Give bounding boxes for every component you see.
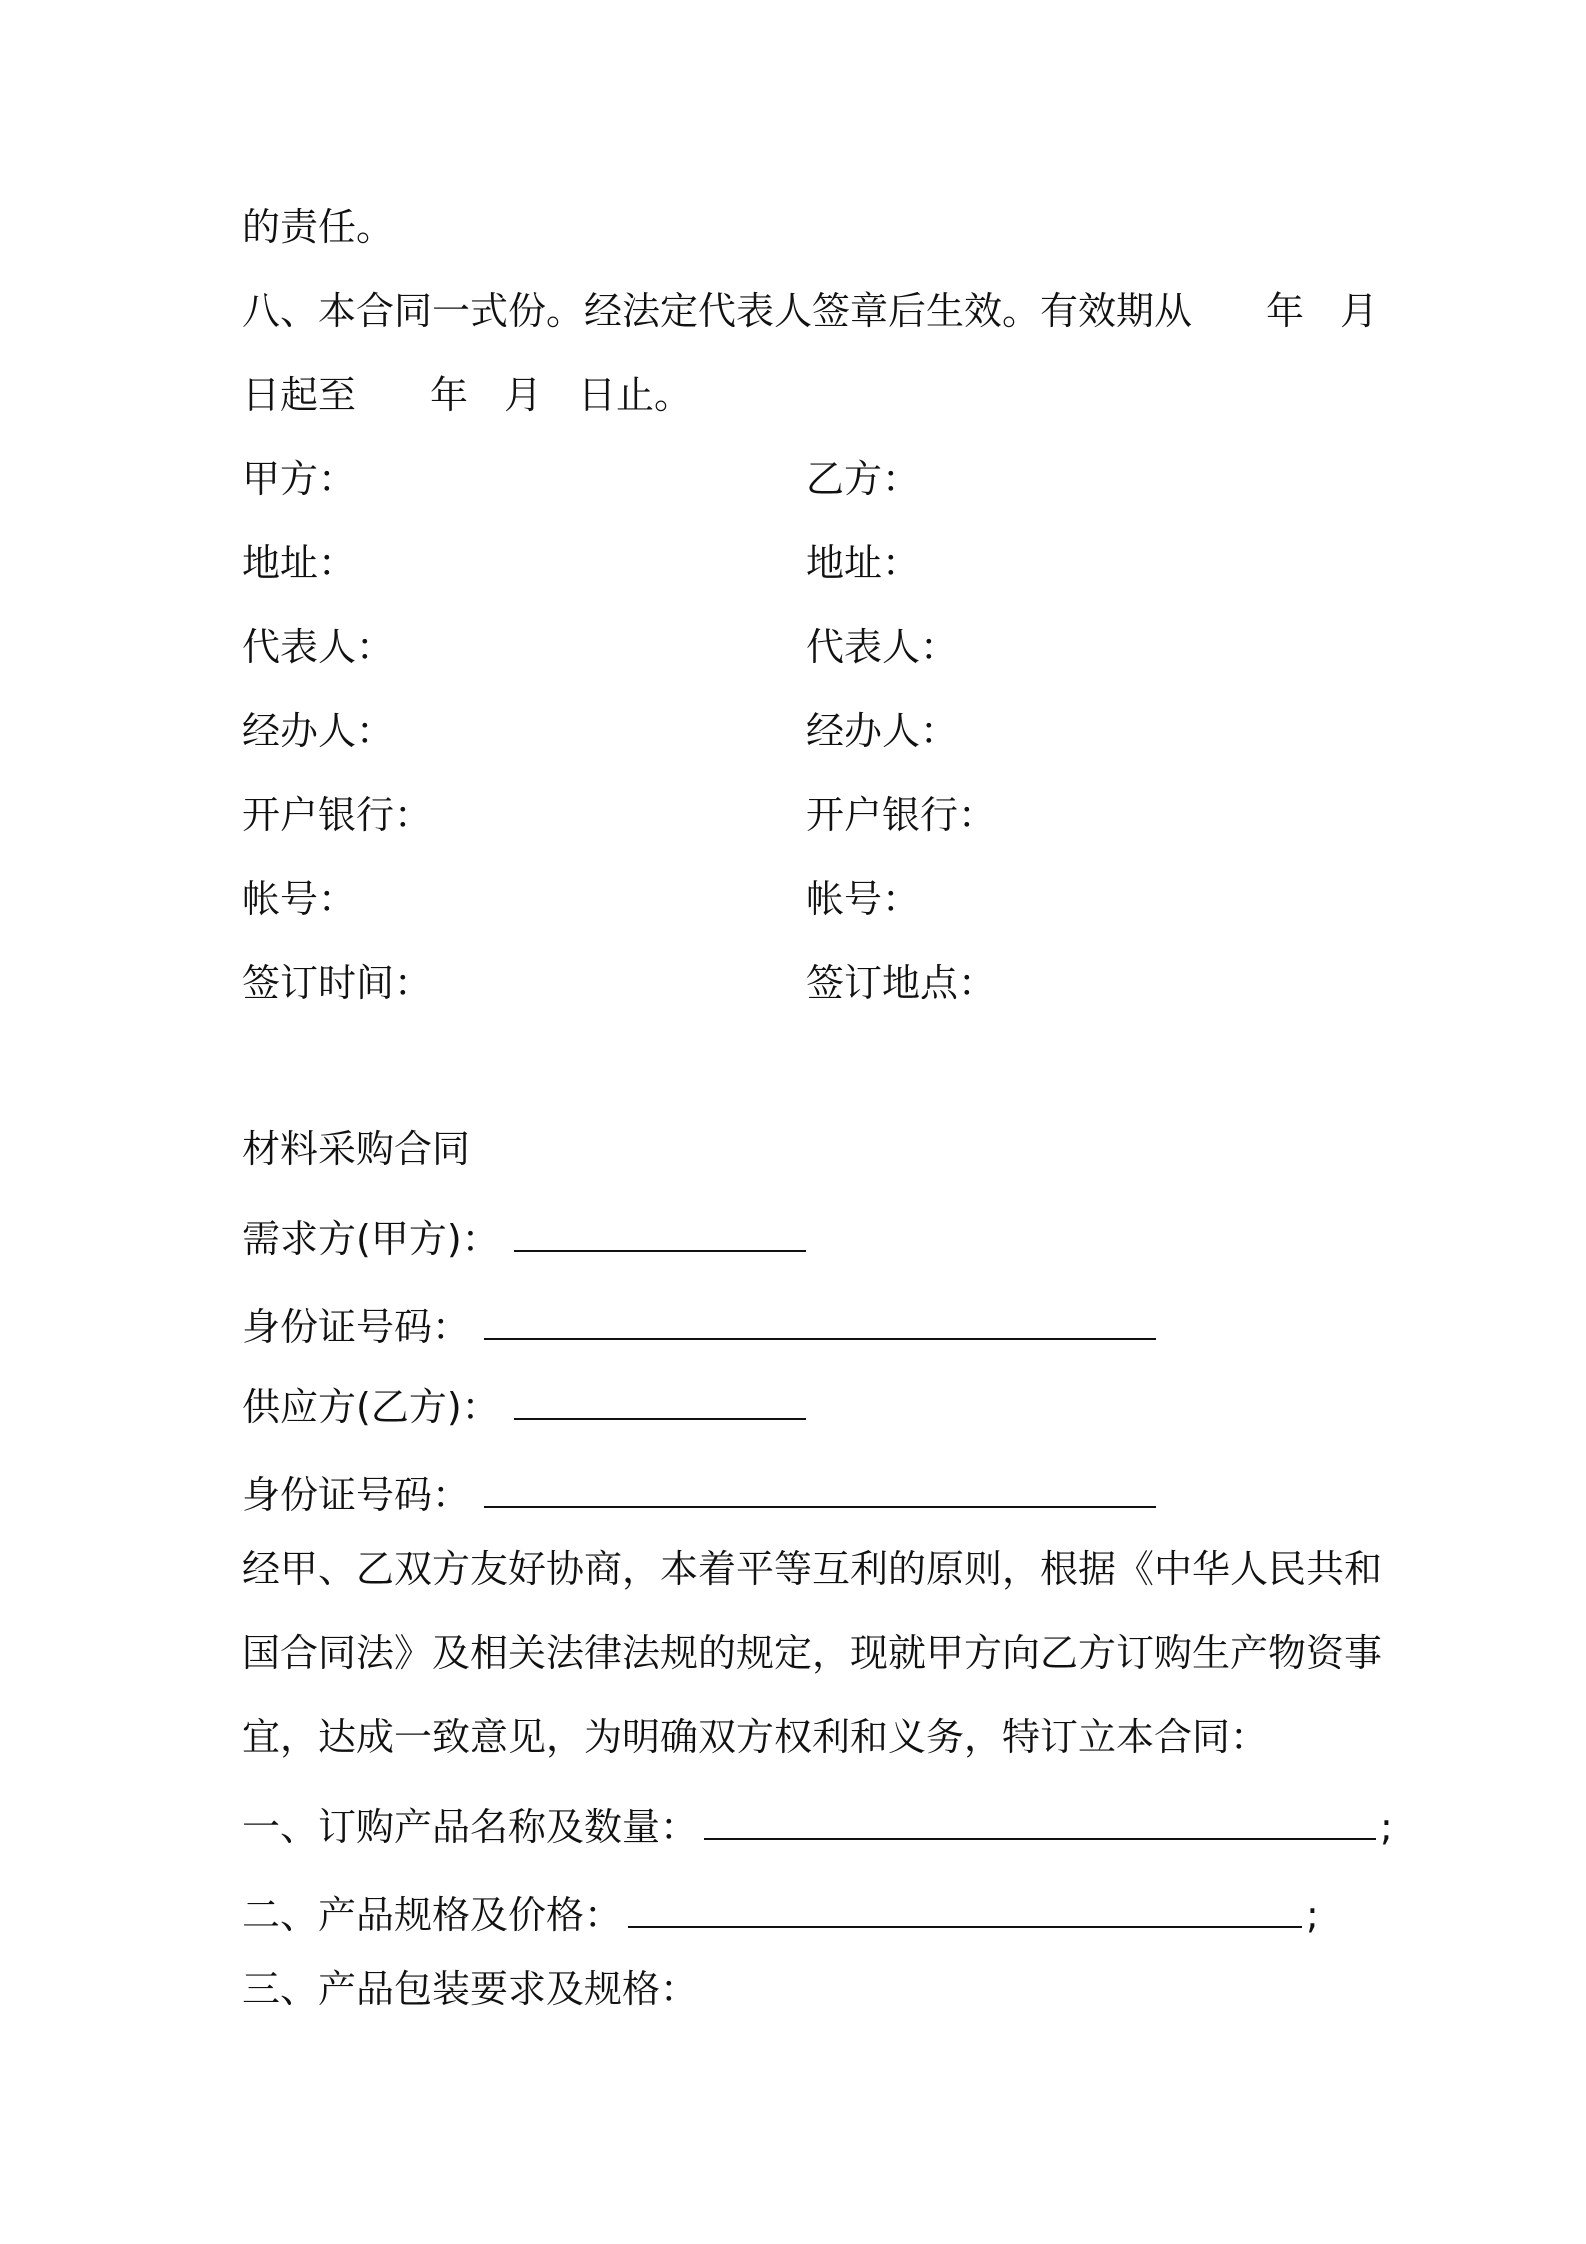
party-a-address: 地址： (242, 541, 357, 585)
supplier-id-blank (484, 1470, 1156, 1508)
term-3 (242, 1967, 699, 2011)
term-2-blank (628, 1890, 1302, 1928)
term-2-label: 二、产品规格及价格： (242, 1893, 623, 1938)
contract-title: 材料采购合同 (242, 1127, 471, 1171)
clause-7-tail: 的责任。 (242, 205, 395, 249)
party-b-account: 帐号： (806, 877, 921, 921)
supplier-field (242, 1382, 810, 1430)
term-2 (242, 1890, 1319, 1938)
clause-8-line-1 (242, 289, 1379, 333)
supplier-blank (514, 1382, 806, 1420)
preamble-line-1: 经甲、乙双方友好协商，本着平等互利的原则，根据《中华人民共和 (242, 1547, 1383, 1591)
party-a-sign-time: 签订时间： (242, 961, 433, 1005)
party-b-address: 地址： (806, 541, 921, 585)
party-a-agent: 经办人： (242, 709, 395, 753)
clause-8-start: 日起至 (242, 373, 357, 417)
supplier-id-label: 身份证号码： (242, 1473, 471, 1518)
term-2-end: ; (1306, 1893, 1319, 1938)
party-a-account: 帐号： (242, 877, 357, 921)
preamble-line-3: 宜，达成一致意见，为明确双方权利和义务，特订立本合同： (242, 1715, 1269, 1759)
buyer-id-label: 身份证号码： (242, 1305, 471, 1350)
clause-8-month-2: 月 (504, 373, 543, 417)
term-3-label: 三、产品包装要求及规格： (242, 1967, 699, 2011)
buyer-blank (514, 1214, 806, 1252)
party-b-sign-place: 签订地点： (806, 961, 997, 1005)
supplier-label: 供应方(乙方)： (242, 1385, 500, 1430)
clause-8-end: 日止。 (578, 373, 693, 417)
party-a-bank: 开户银行： (242, 793, 433, 837)
buyer-field (242, 1214, 810, 1262)
term-1-blank (704, 1802, 1376, 1840)
party-b-label: 乙方： (806, 457, 921, 501)
term-1-label: 一、订购产品名称及数量： (242, 1805, 699, 1850)
party-b-agent: 经办人： (806, 709, 959, 753)
party-b-representative: 代表人： (806, 625, 959, 669)
supplier-id-field (242, 1470, 1160, 1518)
party-a-label: 甲方： (242, 457, 357, 501)
term-1 (242, 1802, 1393, 1850)
preamble-line-2: 国合同法》及相关法律法规的规定，现就甲方向乙方订购生产物资事 (242, 1631, 1383, 1675)
party-b-bank: 开户银行： (806, 793, 997, 837)
clause-8-year-2: 年 (430, 373, 469, 417)
term-1-end: ; (1380, 1805, 1393, 1850)
clause-8-month: 月 (1340, 289, 1379, 333)
clause-8-line-2 (242, 373, 693, 417)
buyer-id-blank (484, 1302, 1156, 1340)
buyer-label: 需求方(甲方)： (242, 1217, 500, 1262)
clause-8-text: 八、本合同一式份。经法定代表人签章后生效。有效期从 (242, 289, 1193, 333)
clause-8-year: 年 (1266, 289, 1305, 333)
party-a-representative: 代表人： (242, 625, 395, 669)
buyer-id-field (242, 1302, 1160, 1350)
